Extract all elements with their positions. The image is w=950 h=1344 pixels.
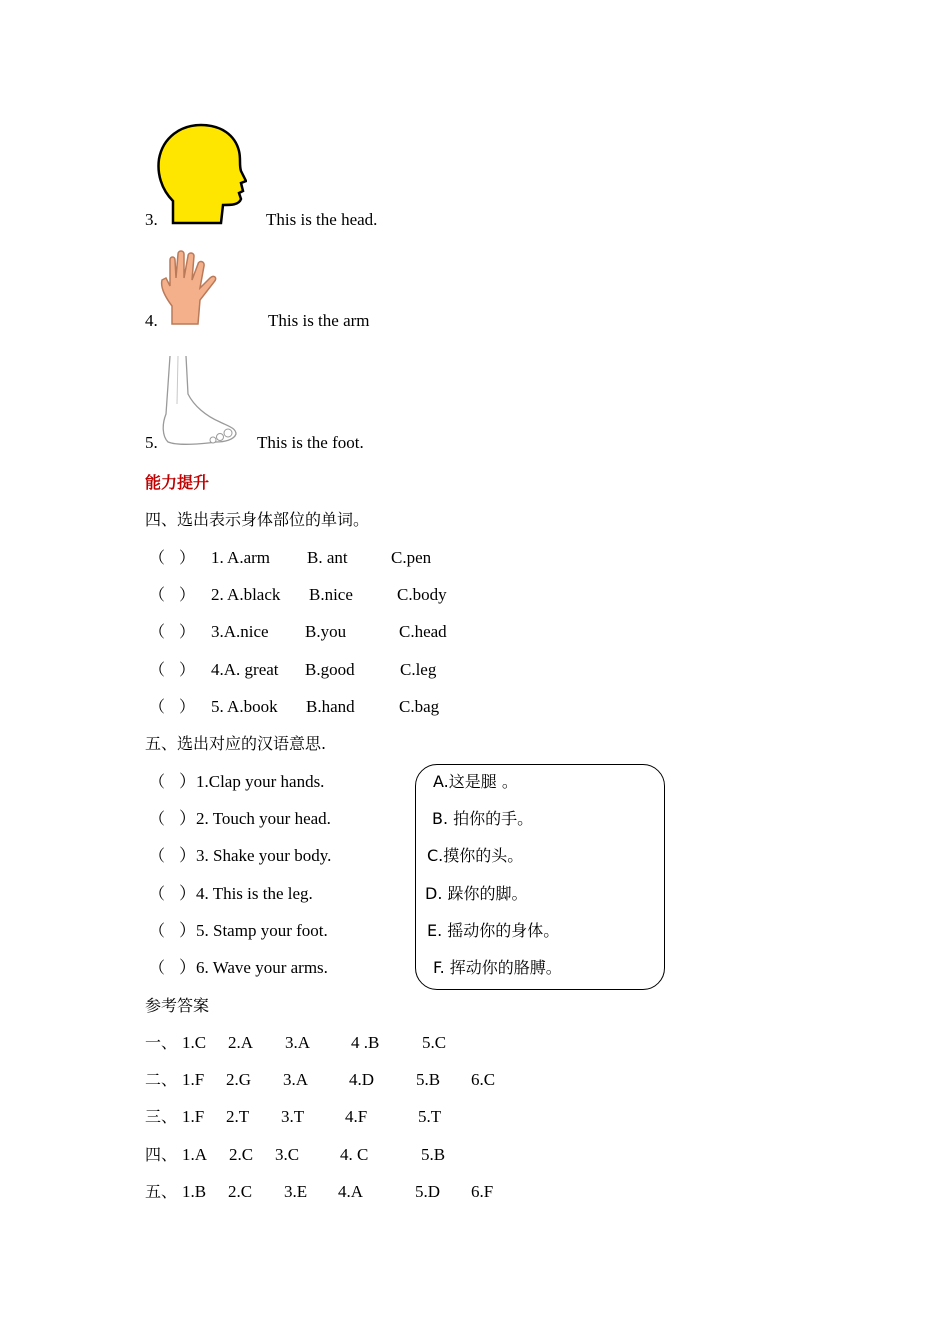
bracket-close: ）	[179, 697, 196, 716]
picture-3-sentence: This is the head.	[266, 210, 378, 229]
option-c: C.bag	[399, 697, 440, 716]
answer-value: 4. C	[340, 1145, 369, 1164]
option-a: 4.A. great	[211, 660, 279, 679]
option-line: A.这是腿 。	[433, 772, 518, 791]
answer-value: 4.F	[345, 1107, 368, 1126]
bracket-open: （	[149, 846, 166, 865]
sentence: ）2. Touch your head.	[179, 809, 331, 828]
bracket-open: （	[149, 772, 166, 791]
bracket-open: （	[149, 884, 166, 903]
option-line: C.摸你的头。	[427, 846, 524, 865]
bracket-close: ）	[179, 622, 196, 641]
option-b: B. ant	[307, 548, 348, 567]
bracket-open: （	[149, 622, 166, 641]
sentence: ）4. This is the leg.	[179, 884, 313, 903]
option-line: D. 跺你的脚。	[425, 884, 528, 903]
option-line: B. 拍你的手。	[432, 809, 534, 828]
sentence: ）1.Clap your hands.	[179, 772, 325, 791]
bracket-open: （	[149, 809, 166, 828]
bracket-close: ）	[179, 660, 196, 679]
picture-4-sentence: This is the arm	[268, 311, 370, 330]
answer-value: 5.T	[418, 1107, 442, 1126]
answer-label: 二、	[145, 1070, 178, 1089]
answer-value: 3.A	[283, 1070, 309, 1089]
answer-label: 五、	[145, 1182, 178, 1201]
option-b: B.you	[305, 622, 347, 641]
option-line: E. 摇动你的身体。	[427, 921, 560, 940]
option-b: B.nice	[309, 585, 353, 604]
option-a: 2. A.black	[211, 585, 281, 604]
answer-value: 1.C	[182, 1033, 207, 1052]
answer-value: 4.D	[349, 1070, 375, 1089]
part4-title: 四、选出表示身体部位的单词。	[145, 510, 370, 529]
bracket-open: （	[149, 958, 166, 977]
answer-value: 3.T	[281, 1107, 305, 1126]
answer-value: 2.C	[228, 1182, 253, 1201]
answer-label: 一、	[145, 1033, 178, 1052]
answer-value: 5.B	[416, 1070, 441, 1089]
answer-value: 5.B	[421, 1145, 446, 1164]
answer-value: 5.D	[415, 1182, 441, 1201]
answer-value: 2.G	[226, 1070, 252, 1089]
picture-3-number: 3.	[145, 210, 158, 229]
answer-value: 4.A	[338, 1182, 364, 1201]
bracket-open: （	[149, 548, 166, 567]
picture-5-sentence: This is the foot.	[257, 433, 364, 452]
option-c: C.head	[399, 622, 447, 641]
answer-value: 3.A	[285, 1033, 311, 1052]
bracket-open: （	[149, 660, 166, 679]
option-b: B.hand	[306, 697, 355, 716]
answer-value: 2.C	[229, 1145, 254, 1164]
hand-icon	[158, 248, 220, 326]
answer-value: 2.A	[228, 1033, 254, 1052]
answer-value: 1.F	[182, 1107, 205, 1126]
answer-value: 5.C	[422, 1033, 447, 1052]
bracket-open: （	[149, 585, 166, 604]
picture-4-number: 4.	[145, 311, 158, 330]
foot-icon	[158, 354, 240, 448]
answer-value: 4 .B	[351, 1033, 380, 1052]
answer-label: 三、	[145, 1107, 178, 1126]
section-heading: 能力提升	[145, 473, 210, 492]
option-line: F. 挥动你的胳膊。	[433, 958, 562, 977]
option-c: C.leg	[400, 660, 437, 679]
option-a: 3.A.nice	[211, 622, 269, 641]
sentence: ）3. Shake your body.	[179, 846, 332, 865]
answer-value: 1.B	[182, 1182, 207, 1201]
answer-value: 2.T	[226, 1107, 250, 1126]
option-c: C.body	[397, 585, 447, 604]
answer-value: 1.F	[182, 1070, 205, 1089]
option-a: 5. A.book	[211, 697, 278, 716]
sentence: ）6. Wave your arms.	[179, 958, 328, 977]
options-box	[415, 764, 665, 990]
part5-title: 五、选出对应的汉语意思.	[145, 734, 327, 753]
bracket-close: ）	[179, 548, 196, 567]
bracket-open: （	[149, 921, 166, 940]
head-icon	[155, 123, 247, 227]
answer-value: 1.A	[182, 1145, 208, 1164]
sentence: ）5. Stamp your foot.	[179, 921, 328, 940]
option-a: 1. A.arm	[211, 548, 271, 567]
answer-value: 3.E	[284, 1182, 308, 1201]
bracket-close: ）	[179, 585, 196, 604]
answer-value: 6.C	[471, 1070, 496, 1089]
bracket-open: （	[149, 697, 166, 716]
option-c: C.pen	[391, 548, 432, 567]
option-b: B.good	[305, 660, 355, 679]
picture-5-number: 5.	[145, 433, 158, 452]
answer-label: 四、	[145, 1145, 178, 1164]
answer-value: 3.C	[275, 1145, 300, 1164]
answer-value: 6.F	[471, 1182, 494, 1201]
answers-title: 参考答案	[145, 996, 210, 1015]
